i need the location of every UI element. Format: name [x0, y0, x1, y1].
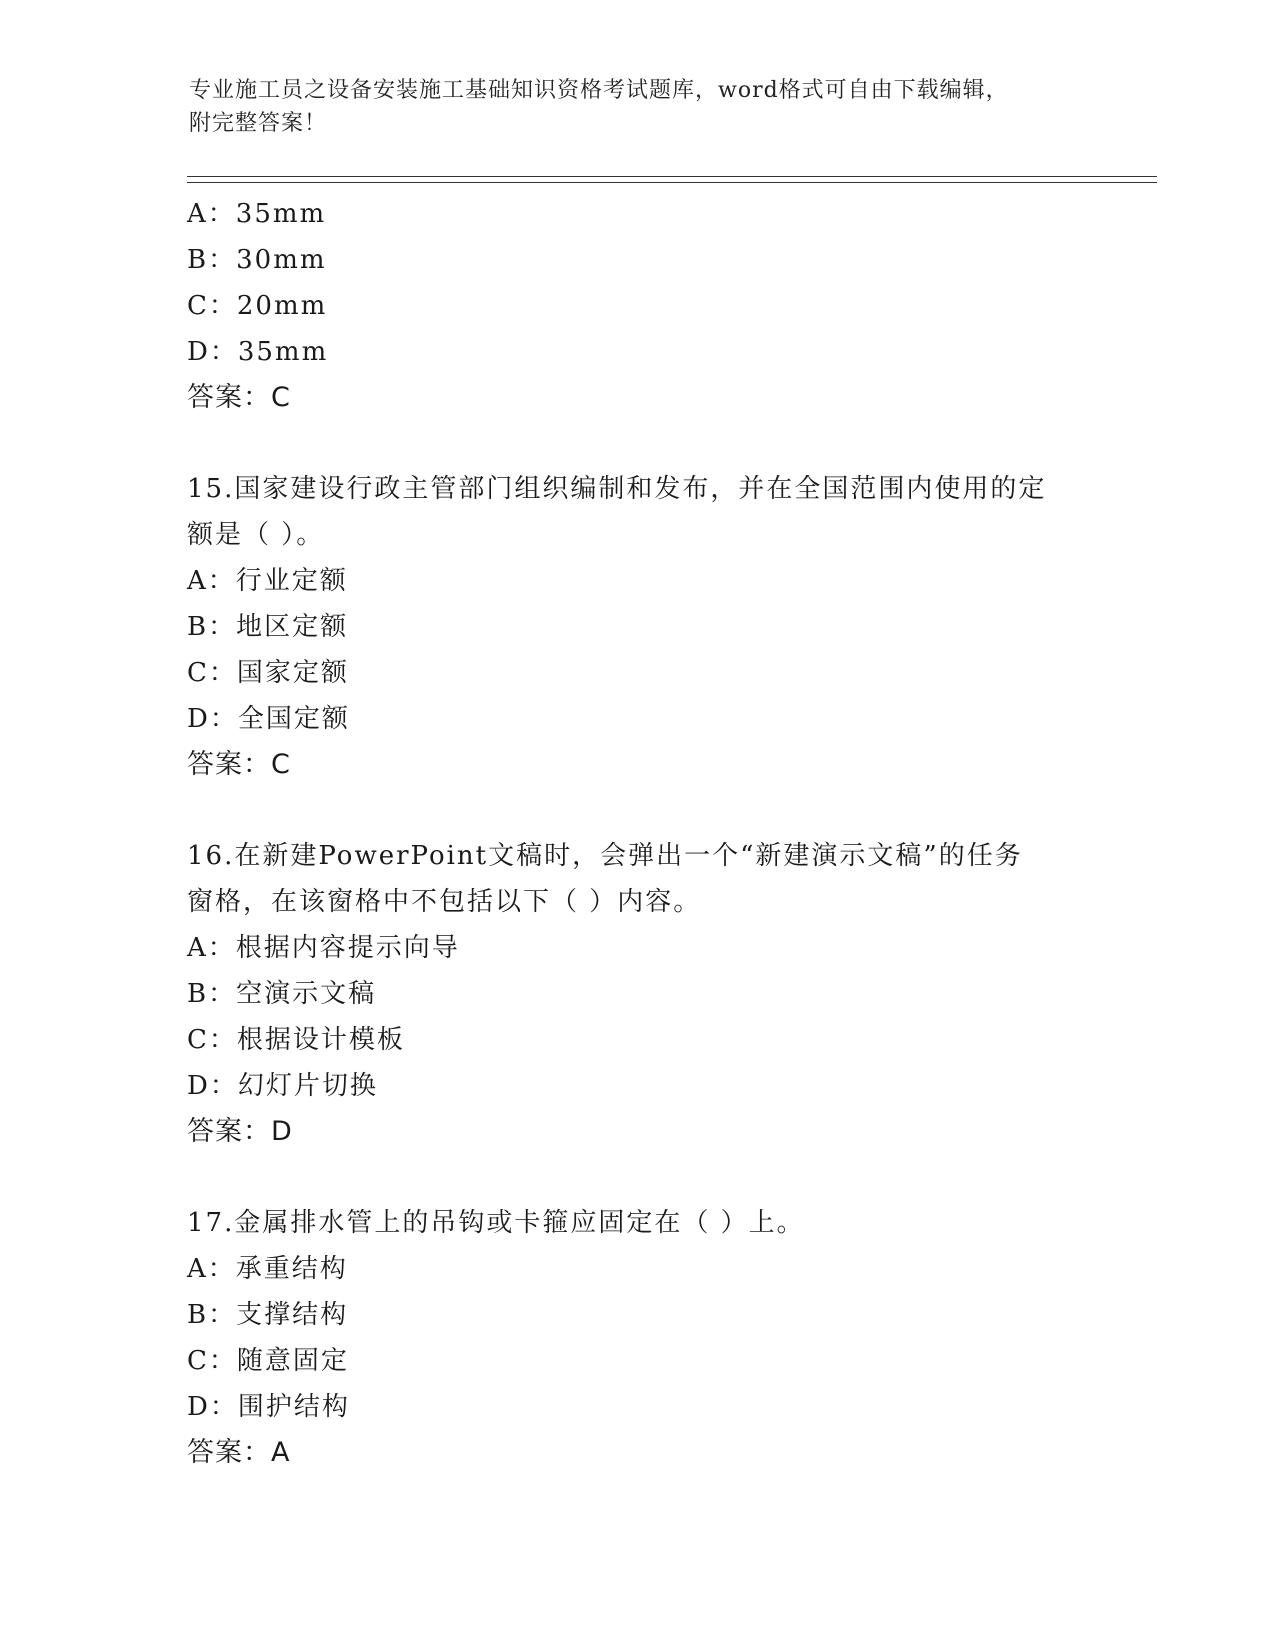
question-fragment: [187, 191, 1147, 421]
option-c: C：根据设计模板: [187, 1025, 405, 1055]
option-a: A：根据内容提示向导: [187, 933, 460, 963]
option-b: B：空演示文稿: [187, 979, 377, 1009]
option-b: B：支撑结构: [187, 1300, 349, 1330]
option-d: D：幻灯片切换: [187, 1071, 378, 1101]
question-stem-line: 17.金属排水管上的吊钩或卡箍应固定在（ ）上。: [187, 1208, 805, 1238]
answer-line: 答案：C: [187, 382, 291, 413]
question-stem-line: 16.在新建PowerPoint文稿时，会弹出一个“新建演示文稿”的任务: [187, 841, 1023, 871]
question-stem-line: 窗格，在该窗格中不包括以下（ ）内容。: [187, 887, 702, 917]
answer-line: 答案：A: [187, 1437, 291, 1468]
question-16: [187, 833, 1147, 1155]
option-c: C：20mm: [187, 291, 328, 321]
header-line-1: 专业施工员之设备安装施工基础知识资格考试题库，word格式可自由下载编辑，: [189, 78, 1009, 103]
option-c: C：国家定额: [187, 658, 349, 688]
question-stem-line: 额是（ ）。: [187, 520, 325, 550]
header-line-2: 附完整答案！: [189, 111, 328, 136]
header-rule-bottom: [187, 182, 1157, 183]
option-a: A：承重结构: [187, 1254, 348, 1284]
answer-line: 答案：D: [187, 1116, 293, 1147]
question-15: [187, 466, 1147, 788]
question-stem-line: 15.国家建设行政主管部门组织编制和发布，并在全国范围内使用的定: [187, 474, 1047, 504]
document-header: [189, 74, 1089, 140]
header-rule-top: [187, 176, 1157, 177]
option-c: C：随意固定: [187, 1346, 349, 1376]
option-b: B：地区定额: [187, 612, 349, 642]
answer-line: 答案：C: [187, 749, 291, 780]
option-d: D：35mm: [187, 337, 329, 367]
question-17: [187, 1200, 1147, 1476]
option-a: A：行业定额: [187, 566, 348, 596]
option-b: B：30mm: [187, 245, 327, 275]
option-d: D：围护结构: [187, 1392, 350, 1422]
question-content: [187, 191, 1147, 1476]
option-d: D：全国定额: [187, 704, 350, 734]
option-a: A：35mm: [187, 199, 327, 229]
